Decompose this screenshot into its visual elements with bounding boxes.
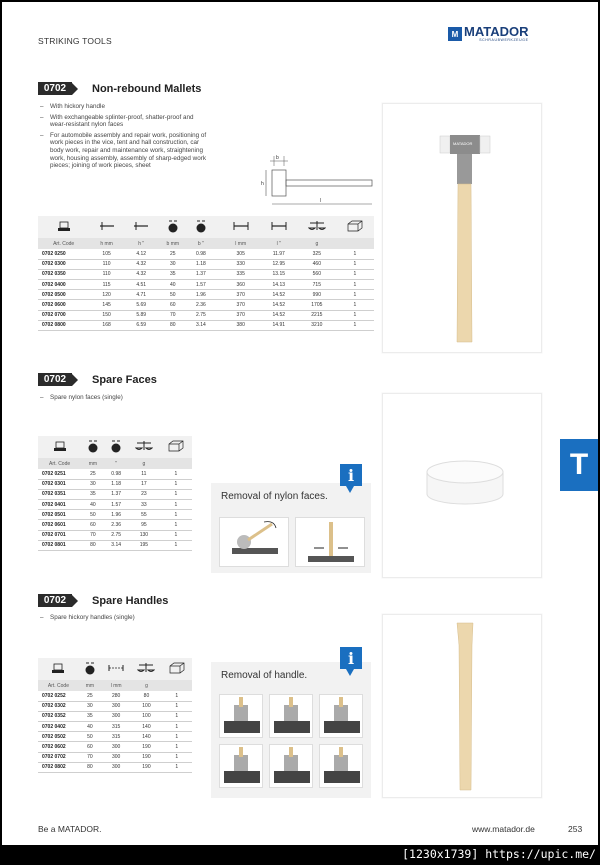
- table-cell: 1: [162, 711, 192, 721]
- table-cell: 1: [162, 742, 192, 752]
- table-cell: 14.52: [260, 300, 298, 310]
- table-cell: 30: [79, 701, 101, 711]
- article-code: 0702 0801: [38, 540, 81, 550]
- article-code: 0702 0400: [38, 280, 89, 290]
- table-cell: 140: [131, 732, 161, 742]
- section-title-mallets: [38, 82, 201, 95]
- table-cell: 1: [336, 290, 374, 300]
- table-cell: 6.59: [124, 320, 159, 330]
- table-cell: 120: [89, 290, 124, 300]
- article-code: 0702 0600: [38, 300, 89, 310]
- icon-row: [38, 216, 374, 238]
- unit-cell: l mm: [222, 238, 260, 249]
- table-cell: 560: [298, 269, 336, 279]
- section-name: Spare Handles: [92, 594, 169, 607]
- table-cell: 80: [81, 540, 104, 550]
- feature-item: – With hickory handle: [40, 103, 210, 111]
- unit-cell: [162, 680, 192, 691]
- table-cell: 12.95: [260, 259, 298, 269]
- unit-cell: h ": [124, 238, 159, 249]
- units-row: [38, 238, 374, 249]
- mallets-features: [40, 103, 210, 173]
- dim-h-label: h: [261, 181, 264, 187]
- scale-icon: [38, 436, 81, 458]
- removal-step-image: [219, 744, 263, 788]
- face-diameter-icon: [159, 216, 188, 238]
- table-cell: 4.51: [124, 280, 159, 290]
- removal-step-image: [269, 744, 313, 788]
- article-code: 0702 0300: [38, 259, 89, 269]
- badge-arrow-icon: [72, 83, 78, 95]
- table-cell: 35: [79, 711, 101, 721]
- table-cell: 360: [222, 280, 260, 290]
- faces-rows: [38, 469, 192, 551]
- table-row: [38, 489, 192, 499]
- table-cell: 370: [222, 290, 260, 300]
- table-cell: 1.37: [105, 489, 128, 499]
- table-cell: 4.32: [124, 269, 159, 279]
- catalog-page: [2, 2, 598, 845]
- article-code: 0702 0402: [38, 722, 79, 732]
- table-cell: 715: [298, 280, 336, 290]
- unit-cell: g: [298, 238, 336, 249]
- handles-rows: [38, 691, 192, 773]
- mallet-dimension-drawing: [260, 152, 378, 214]
- unit-cell: [160, 458, 192, 469]
- scale-icon: [38, 658, 79, 680]
- table-cell: 2.36: [105, 520, 128, 530]
- table-row: [38, 762, 192, 772]
- table-cell: 0.98: [187, 249, 215, 259]
- face-diameter-icon: [79, 658, 101, 680]
- table-cell: 14.52: [260, 290, 298, 300]
- info-icon: i: [340, 647, 362, 669]
- unit-cell: b mm: [159, 238, 188, 249]
- table-cell: 380: [222, 320, 260, 330]
- code-badge: 0702: [38, 82, 72, 95]
- table-cell: 150: [89, 310, 124, 320]
- table-cell: 1.37: [187, 269, 215, 279]
- table-cell: 1: [160, 510, 192, 520]
- table-cell: 1.96: [105, 510, 128, 520]
- badge-arrow-icon: [72, 595, 78, 607]
- table-row: [38, 300, 374, 310]
- removal-step-image: [319, 744, 363, 788]
- article-code: 0702 0602: [38, 742, 79, 752]
- dim-l-label: l: [320, 198, 322, 204]
- table-row: [38, 732, 192, 742]
- unit-cell: b ": [187, 238, 215, 249]
- table-cell: 55: [128, 510, 160, 520]
- table-cell: 330: [222, 259, 260, 269]
- info-title: Removal of nylon faces.: [221, 491, 328, 502]
- brand-name: MATADOR: [464, 24, 529, 39]
- article-code: 0702 0800: [38, 320, 89, 330]
- article-code: 0702 0252: [38, 691, 79, 701]
- table-cell: 100: [131, 711, 161, 721]
- table-cell: 370: [222, 310, 260, 320]
- table-cell: 1: [162, 762, 192, 772]
- package-icon: [162, 658, 192, 680]
- face-diameter-icon: [187, 216, 215, 238]
- table-cell: 300: [101, 701, 131, 711]
- unit-cell: Art. Code: [38, 458, 81, 469]
- code-badge: 0702: [38, 373, 72, 386]
- face-diameter-icon: [105, 436, 128, 458]
- table-cell: 1: [160, 530, 192, 540]
- head-height-icon: [124, 216, 159, 238]
- article-code: 0702 0802: [38, 762, 79, 772]
- mallets-table: [38, 216, 374, 331]
- table-cell: 2.36: [187, 300, 215, 310]
- length-icon: [101, 658, 131, 680]
- table-cell: 80: [159, 320, 188, 330]
- table-cell: 305: [222, 249, 260, 259]
- article-code: 0702 0251: [38, 469, 81, 479]
- table-cell: 25: [159, 249, 188, 259]
- table-cell: 35: [81, 489, 104, 499]
- table-row: [38, 249, 374, 259]
- table-row: [38, 469, 192, 479]
- code-badge: 0702: [38, 594, 72, 607]
- table-cell: 5.89: [124, 310, 159, 320]
- table-cell: 110: [89, 269, 124, 279]
- table-cell: 14.91: [260, 320, 298, 330]
- table-cell: 11.97: [260, 249, 298, 259]
- hickory-handle-illustration: [383, 615, 543, 799]
- table-cell: 1: [160, 500, 192, 510]
- mallet-illustration: [383, 104, 543, 354]
- table-cell: 1: [162, 752, 192, 762]
- table-cell: 110: [89, 259, 124, 269]
- length-icon: [222, 216, 260, 238]
- unit-cell: [336, 238, 374, 249]
- table-cell: 168: [89, 320, 124, 330]
- table-cell: 1: [336, 310, 374, 320]
- watermark: [1230x1739] https://upic.me/: [402, 847, 596, 861]
- brand-sub: SCHRAUBWERKZEUGE: [479, 38, 529, 42]
- table-cell: 1: [160, 479, 192, 489]
- table-row: [38, 711, 192, 721]
- removal-step-image: [219, 694, 263, 738]
- face-product-image: [382, 393, 542, 578]
- feature-item: – With exchangeable splinter-proof, shatter-proof and wear-resistant nylon faces: [40, 114, 210, 129]
- unit-cell: Art. Code: [38, 680, 79, 691]
- table-cell: 13.15: [260, 269, 298, 279]
- article-code: 0702 0502: [38, 732, 79, 742]
- removal-step-image: [219, 517, 289, 567]
- table-cell: 70: [159, 310, 188, 320]
- unit-cell: h mm: [89, 238, 124, 249]
- table-cell: 3.14: [187, 320, 215, 330]
- table-cell: 60: [79, 742, 101, 752]
- unit-cell: ": [105, 458, 128, 469]
- table-cell: 115: [89, 280, 124, 290]
- weight-icon: [128, 436, 160, 458]
- page-number: 253: [568, 824, 583, 834]
- unit-cell: mm: [79, 680, 101, 691]
- table-cell: 2215: [298, 310, 336, 320]
- table-cell: 370: [222, 300, 260, 310]
- table-cell: 30: [81, 479, 104, 489]
- feature-item: – For automobile assembly and repair work, positioning of work pieces in the vice, tent and hall construction, car body work, repair and maintenance work, straightening work, housing assembly, assembly of sharp-edged work pieces; joining of work pieces, sheet: [40, 132, 210, 170]
- table-cell: 50: [81, 510, 104, 520]
- table-row: [38, 752, 192, 762]
- table-row: [38, 540, 192, 550]
- unit-cell: g: [131, 680, 161, 691]
- table-cell: 4.71: [124, 290, 159, 300]
- faces-info-box: [211, 483, 371, 573]
- table-cell: 1: [160, 489, 192, 499]
- table-cell: 4.32: [124, 259, 159, 269]
- table-cell: 190: [131, 742, 161, 752]
- article-code: 0702 0301: [38, 479, 81, 489]
- table-row: [38, 259, 374, 269]
- table-row: [38, 510, 192, 520]
- table-cell: 40: [81, 500, 104, 510]
- table-cell: 17: [128, 479, 160, 489]
- article-code: 0702 0700: [38, 310, 89, 320]
- table-cell: 280: [101, 691, 131, 701]
- table-cell: 300: [101, 742, 131, 752]
- table-cell: 1.57: [187, 280, 215, 290]
- table-cell: 95: [128, 520, 160, 530]
- table-cell: 35: [159, 269, 188, 279]
- removal-step-image: [319, 694, 363, 738]
- unit-cell: g: [128, 458, 160, 469]
- table-cell: 70: [81, 530, 104, 540]
- table-cell: 190: [131, 752, 161, 762]
- table-row: [38, 520, 192, 530]
- table-cell: 1: [160, 520, 192, 530]
- removal-step-image: [295, 517, 365, 567]
- table-cell: 100: [131, 701, 161, 711]
- table-row: [38, 691, 192, 701]
- category-label: STRIKING TOOLS: [38, 36, 112, 46]
- table-cell: 1: [336, 280, 374, 290]
- head-height-icon: [89, 216, 124, 238]
- table-row: [38, 290, 374, 300]
- unit-cell: l mm: [101, 680, 131, 691]
- tab-marker-hammer-icon: T: [560, 439, 598, 491]
- table-cell: 70: [79, 752, 101, 762]
- table-cell: 1: [336, 259, 374, 269]
- mallet-brand-text: MATADOR: [453, 141, 473, 146]
- face-diameter-icon: [81, 436, 104, 458]
- table-cell: 1: [336, 249, 374, 259]
- table-cell: 40: [159, 280, 188, 290]
- table-row: [38, 722, 192, 732]
- article-code: 0702 0350: [38, 269, 89, 279]
- brand-mark-icon: M: [448, 27, 462, 41]
- table-row: [38, 269, 374, 279]
- faces-features: [40, 394, 240, 405]
- section-name: Spare Faces: [92, 373, 157, 386]
- section-title-handles: [38, 594, 168, 607]
- table-cell: 80: [131, 691, 161, 701]
- units-row: [38, 680, 192, 691]
- weight-icon: [131, 658, 161, 680]
- table-cell: 1: [162, 691, 192, 701]
- table-row: [38, 280, 374, 290]
- section-name: Non-rebound Mallets: [92, 82, 202, 95]
- table-row: [38, 530, 192, 540]
- table-row: [38, 742, 192, 752]
- table-cell: 25: [79, 691, 101, 701]
- table-cell: 60: [81, 520, 104, 530]
- table-cell: 1.57: [105, 500, 128, 510]
- table-cell: 50: [79, 732, 101, 742]
- badge-arrow-icon: [72, 374, 78, 386]
- handle-product-image: [382, 614, 542, 798]
- info-title: Removal of handle.: [221, 670, 308, 681]
- table-cell: 1: [162, 701, 192, 711]
- mallet-product-image: [382, 103, 542, 353]
- icon-row: [38, 658, 192, 680]
- article-code: 0702 0701: [38, 530, 81, 540]
- handles-features: [40, 614, 240, 625]
- table-cell: 80: [79, 762, 101, 772]
- nylon-face-illustration: [383, 394, 543, 579]
- scale-icon: [38, 216, 89, 238]
- article-code: 0702 0702: [38, 752, 79, 762]
- table-cell: 130: [128, 530, 160, 540]
- article-code: 0702 0601: [38, 520, 81, 530]
- footer-slogan: Be a MATADOR.: [38, 824, 102, 834]
- table-cell: 335: [222, 269, 260, 279]
- article-code: 0702 0351: [38, 489, 81, 499]
- feature-item: – Spare hickory handles (single): [40, 614, 240, 622]
- length-icon: [260, 216, 298, 238]
- table-cell: 4.12: [124, 249, 159, 259]
- table-cell: 1: [336, 320, 374, 330]
- footer-url[interactable]: www.matador.de: [472, 824, 535, 834]
- table-cell: 1705: [298, 300, 336, 310]
- feature-item: – Spare nylon faces (single): [40, 394, 240, 402]
- table-row: [38, 310, 374, 320]
- table-cell: 50: [159, 290, 188, 300]
- table-cell: 0.98: [105, 469, 128, 479]
- table-cell: 990: [298, 290, 336, 300]
- table-cell: 190: [131, 762, 161, 772]
- table-cell: 325: [298, 249, 336, 259]
- table-cell: 1: [336, 300, 374, 310]
- package-icon: [336, 216, 374, 238]
- table-cell: 2.75: [187, 310, 215, 320]
- article-code: 0702 0401: [38, 500, 81, 510]
- table-cell: 40: [79, 722, 101, 732]
- table-cell: 1: [160, 540, 192, 550]
- weight-icon: [298, 216, 336, 238]
- table-cell: 145: [89, 300, 124, 310]
- table-cell: 105: [89, 249, 124, 259]
- article-code: 0702 0302: [38, 701, 79, 711]
- icon-row: [38, 436, 192, 458]
- table-cell: 3.14: [105, 540, 128, 550]
- table-cell: 1.18: [105, 479, 128, 489]
- table-cell: 1.96: [187, 290, 215, 300]
- table-cell: 1: [162, 722, 192, 732]
- handles-table: [38, 658, 192, 773]
- section-title-faces: [38, 373, 157, 386]
- article-code: 0702 0352: [38, 711, 79, 721]
- table-cell: 23: [128, 489, 160, 499]
- unit-cell: Art. Code: [38, 238, 89, 249]
- table-row: [38, 479, 192, 489]
- brand-logo: [448, 26, 529, 42]
- table-cell: 2.75: [105, 530, 128, 540]
- table-row: [38, 701, 192, 711]
- dim-b-label: b: [276, 155, 279, 161]
- table-cell: 3210: [298, 320, 336, 330]
- table-cell: 315: [101, 722, 131, 732]
- table-cell: 300: [101, 762, 131, 772]
- table-row: [38, 500, 192, 510]
- table-cell: 140: [131, 722, 161, 732]
- table-cell: 315: [101, 732, 131, 742]
- table-cell: 60: [159, 300, 188, 310]
- article-code: 0702 0250: [38, 249, 89, 259]
- article-code: 0702 0500: [38, 290, 89, 300]
- table-cell: 1: [162, 732, 192, 742]
- handles-info-box: [211, 662, 371, 798]
- table-cell: 5.69: [124, 300, 159, 310]
- mallets-rows: [38, 249, 374, 331]
- table-cell: 460: [298, 259, 336, 269]
- table-cell: 1: [160, 469, 192, 479]
- package-icon: [160, 436, 192, 458]
- table-cell: 1: [336, 269, 374, 279]
- table-row: [38, 320, 374, 330]
- table-cell: 30: [159, 259, 188, 269]
- unit-cell: l ": [260, 238, 298, 249]
- table-cell: 300: [101, 752, 131, 762]
- faces-table: [38, 436, 192, 551]
- table-cell: 300: [101, 711, 131, 721]
- table-cell: 1.18: [187, 259, 215, 269]
- table-cell: 14.52: [260, 310, 298, 320]
- table-cell: 25: [81, 469, 104, 479]
- units-row: [38, 458, 192, 469]
- info-icon: i: [340, 464, 362, 486]
- table-cell: 14.13: [260, 280, 298, 290]
- unit-cell: mm: [81, 458, 104, 469]
- table-cell: 11: [128, 469, 160, 479]
- table-cell: 33: [128, 500, 160, 510]
- article-code: 0702 0501: [38, 510, 81, 520]
- table-cell: 195: [128, 540, 160, 550]
- removal-step-image: [269, 694, 313, 738]
